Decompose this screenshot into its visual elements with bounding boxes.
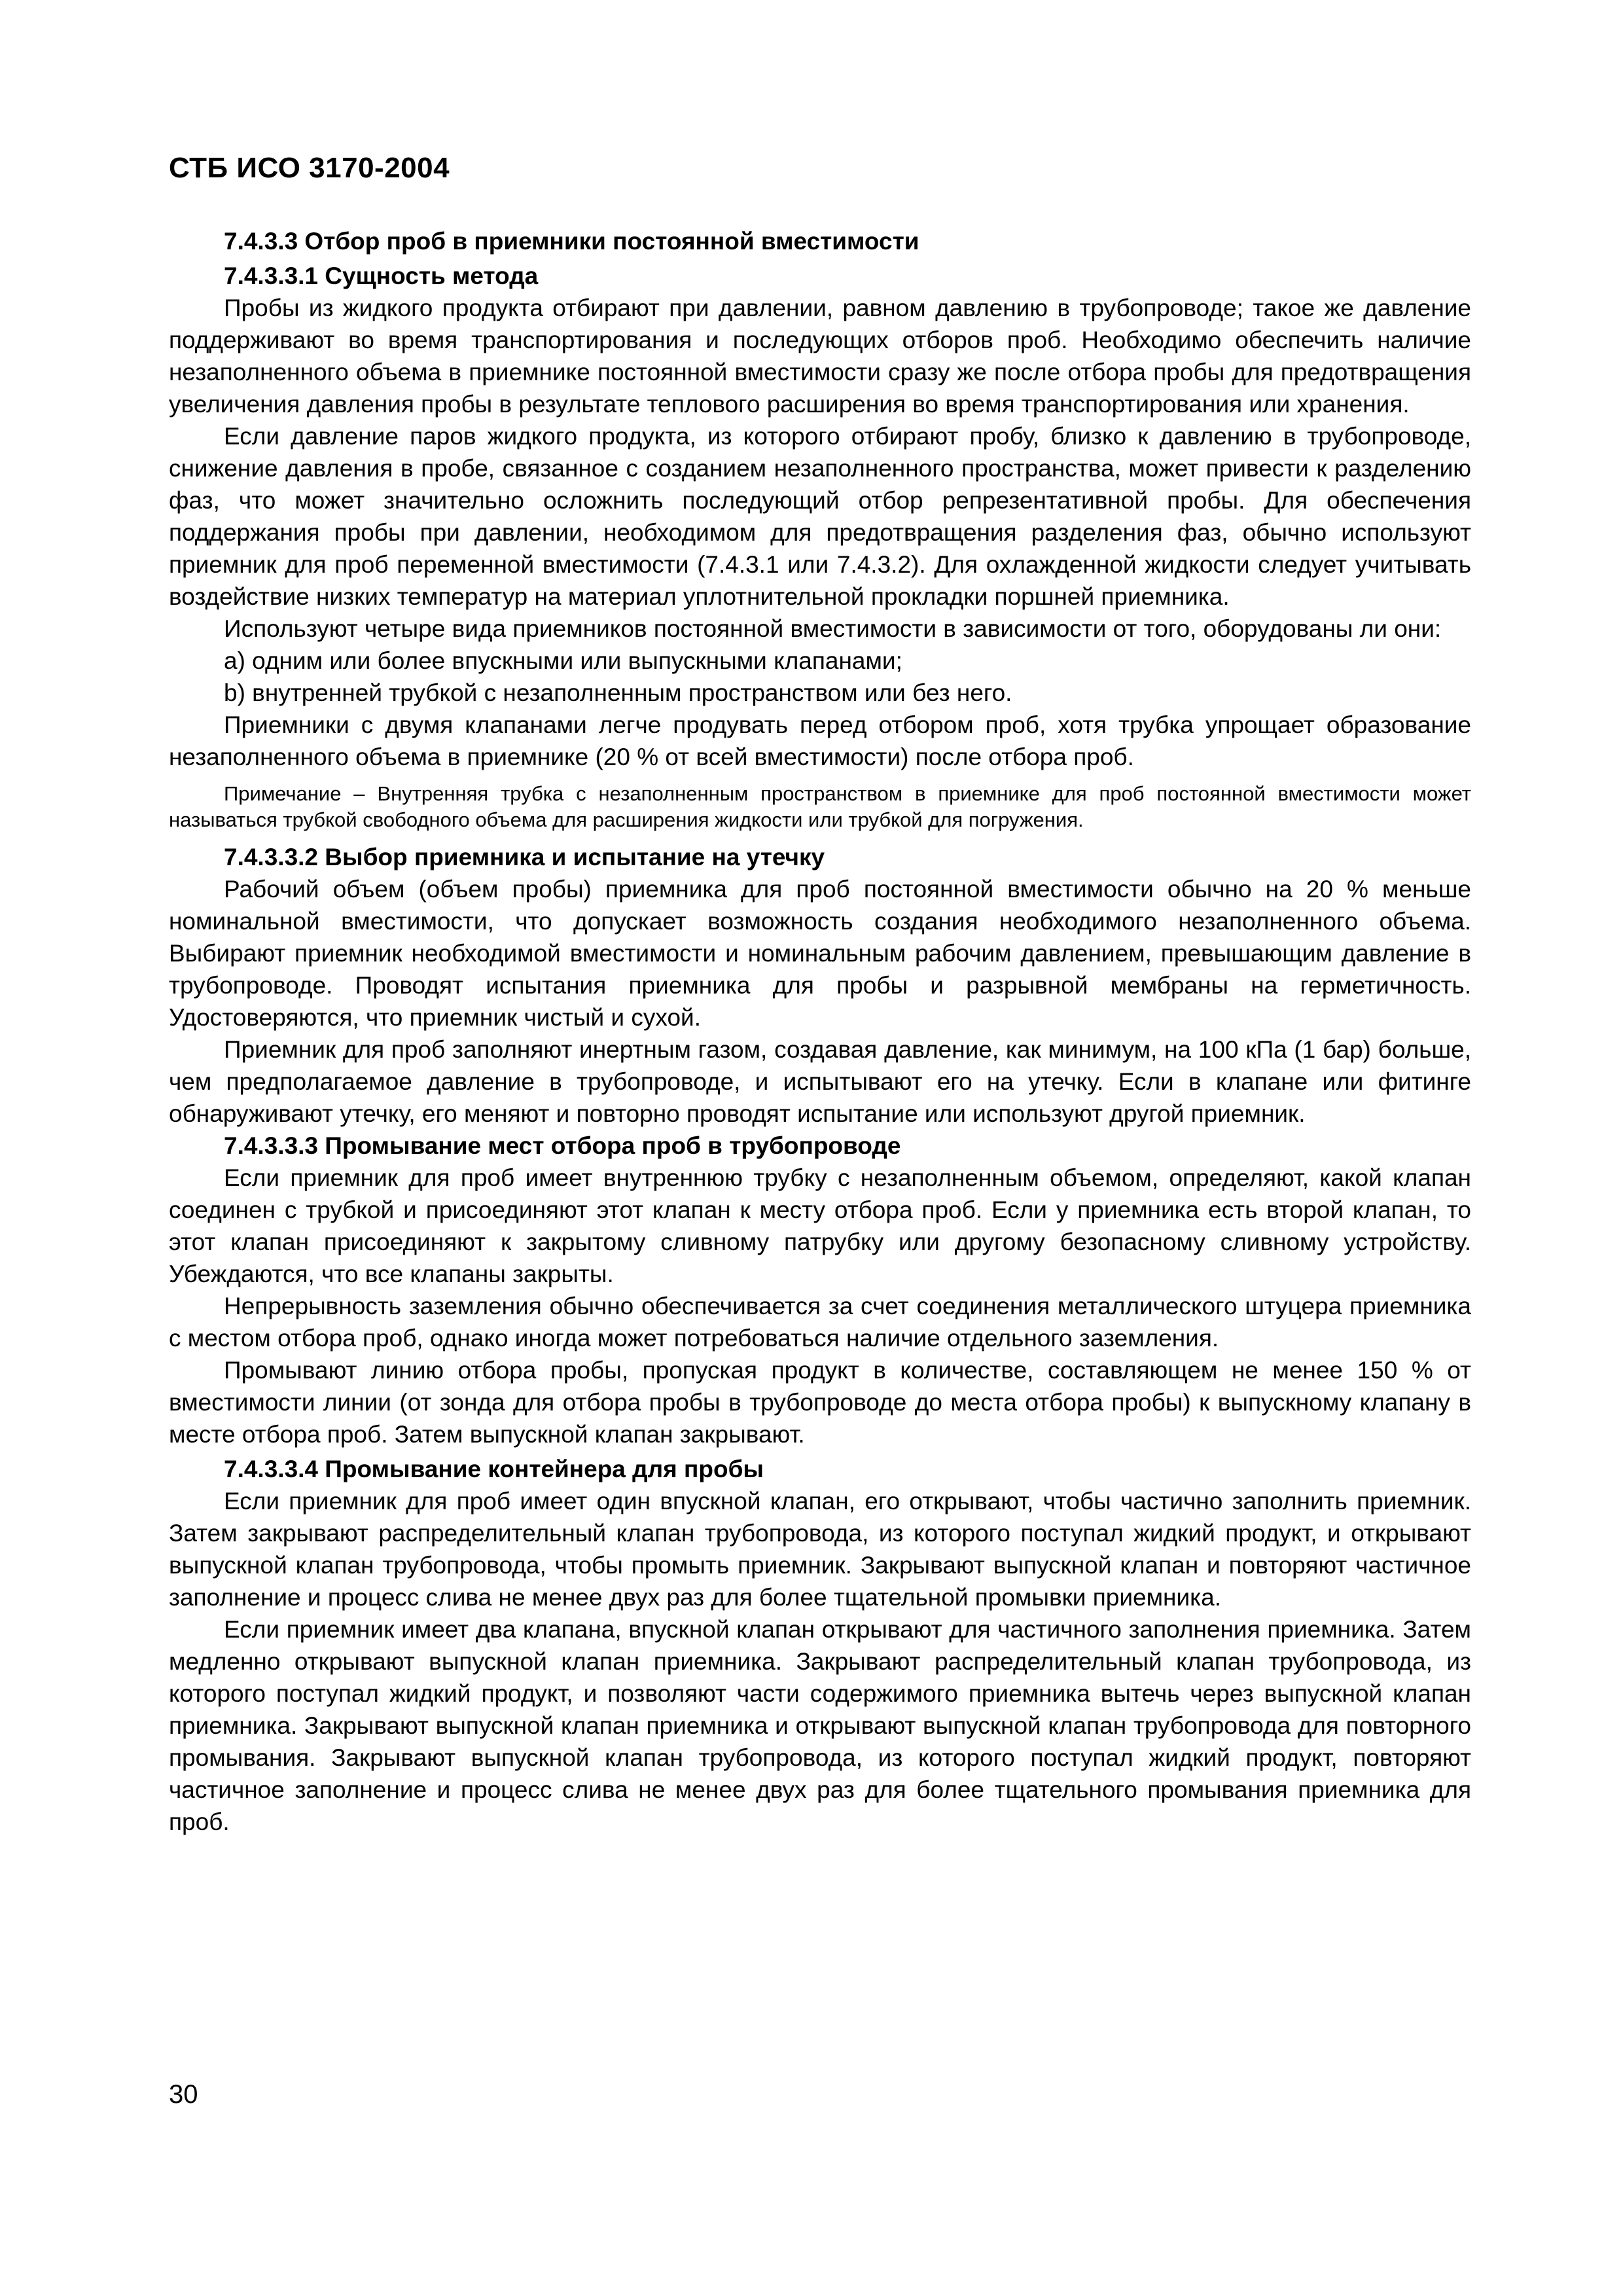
paragraph: Приемники с двумя клапанами легче продувать перед отбором проб, хотя трубка упрощает образование незаполненного объема в приемнике (20 % от всей вместимости) после отбора проб. <box>169 711 1471 770</box>
paragraph: Если приемник для проб имеет один впускной клапан, его открывают, чтобы частично заполнить приемник. Затем закрывают распределительный клапан трубопровода, из которого поступал жидкий продукт, и открывают выпускной клапан трубопровода, чтобы промыть приемник. Закрывают выпускной клапан и повторяют частичное заполнение и процесс слива не менее двух раз для более тщательной промывки приемника. <box>169 1488 1471 1611</box>
section-heading-7-4-3-3: 7.4.3.3 Отбор проб в приемники постоянной вместимости <box>224 228 919 255</box>
paragraph: Рабочий объем (объем пробы) приемника для проб постоянной вместимости обычно на 20 % меньше номинальной вместимости, что допускает возможность создания необходимого незаполненного объема. Выбирают приемник необходимой вместимости и номинальным рабочим давлением, превышающим давление в трубопроводе. Проводят испытания приемника для пробы и разрывной мембраны на герметичность. Удостоверяются, что приемник чистый и сухой. <box>169 876 1471 1031</box>
document-body <box>169 225 1471 1838</box>
page-number: 30 <box>169 2080 198 2109</box>
list-item-b: b) внутренней трубкой с незаполненным пространством или без него. <box>224 679 1012 706</box>
paragraph: Если приемник для проб имеет внутреннюю трубку с незаполненным объемом, определяют, какой клапан соединен с трубкой и присоединяют этот клапан к месту отбора проб. Если у приемника есть второй клапан, то этот клапан присоединяют к закрытому сливному патрубку или другому безопасному сливному устройству. Убеждаются, что все клапаны закрыты. <box>169 1164 1471 1287</box>
paragraph: Пробы из жидкого продукта отбирают при давлении, равном давлению в трубопроводе; такое же давление поддерживают во время транспортирования и последующих отборов проб. Необходимо обеспечить наличие незаполненного объема в приемнике постоянной вместимости сразу же после отбора пробы для предотвращения увеличения давления пробы в результате теплового расширения во время транспортирования или хранения. <box>169 295 1471 418</box>
note-paragraph: Примечание – Внутренняя трубка с незаполненным пространством в приемнике для проб постоянной вместимости может называться трубкой свободного объема для расширения жидкости или трубкой для погружения. <box>169 782 1471 831</box>
paragraph: Приемник для проб заполняют инертным газом, создавая давление, как минимум, на 100 кПа (1 бар) больше, чем предполагаемое давление в трубопроводе, и испытывают его на утечку. Если в клапане или фитинге обнаруживают утечку, его меняют и повторно проводят испытание или используют другой приемник. <box>169 1036 1471 1127</box>
section-heading-7-4-3-3-3: 7.4.3.3.3 Промывание мест отбора проб в трубопроводе <box>224 1132 901 1159</box>
paragraph: Промывают линию отбора пробы, пропуская продукт в количестве, составляющем не менее 150 % от вместимости линии (от зонда для отбора пробы в трубопроводе до места отбора пробы) к выпускному клапану в месте отбора проб. Затем выпускной клапан закрывают. <box>169 1357 1471 1448</box>
paragraph: Если приемник имеет два клапана, впускной клапан открывают для частичного заполнения приемника. Затем медленно открывают выпускной клапан приемника. Закрывают распределительный клапан трубопровода, из которого поступал жидкий продукт, и позволяют части содержимого приемника вытечь через выпускной клапан приемника. Закрывают выпускной клапан приемника и открывают выпускной клапан трубопровода для повторного промывания. Закрывают выпускной клапан трубопровода, из которого поступал жидкий продукт, повторяют частичное заполнение и процесс слива не менее двух раз для более тщательного промывания приемника для проб. <box>169 1616 1471 1835</box>
document-code-header: СТБ ИСО 3170-2004 <box>169 152 450 184</box>
section-heading-7-4-3-3-4: 7.4.3.3.4 Промывание контейнера для пробы <box>224 1456 764 1482</box>
paragraph: Используют четыре вида приемников постоянной вместимости в зависимости от того, оборудованы ли они: <box>224 615 1442 642</box>
paragraph: Если давление паров жидкого продукта, из которого отбирают пробу, близко к давлению в трубопроводе, снижение давления в пробе, связанное с созданием незаполненного пространства, может привести к разделению фаз, что может значительно осложнить последующий отбор репрезентативной пробы. Для обеспечения поддержания пробы при давлении, необходимом для предотвращения разделения фаз, обычно используют приемник для проб переменной вместимости (7.4.3.1 или 7.4.3.2). Для охлажденной жидкости следует учитывать воздействие низких температур на материал уплотнительной прокладки поршней приемника. <box>169 423 1471 610</box>
list-item-a: a) одним или более впускными или выпускными клапанами; <box>224 647 902 674</box>
section-heading-7-4-3-3-2: 7.4.3.3.2 Выбор приемника и испытание на утечку <box>224 844 825 870</box>
section-heading-7-4-3-3-1: 7.4.3.3.1 Сущность метода <box>224 262 539 289</box>
paragraph: Непрерывность заземления обычно обеспечивается за счет соединения металлического штуцера приемника с местом отбора проб, однако иногда может потребоваться наличие отдельного заземления. <box>169 1293 1471 1352</box>
